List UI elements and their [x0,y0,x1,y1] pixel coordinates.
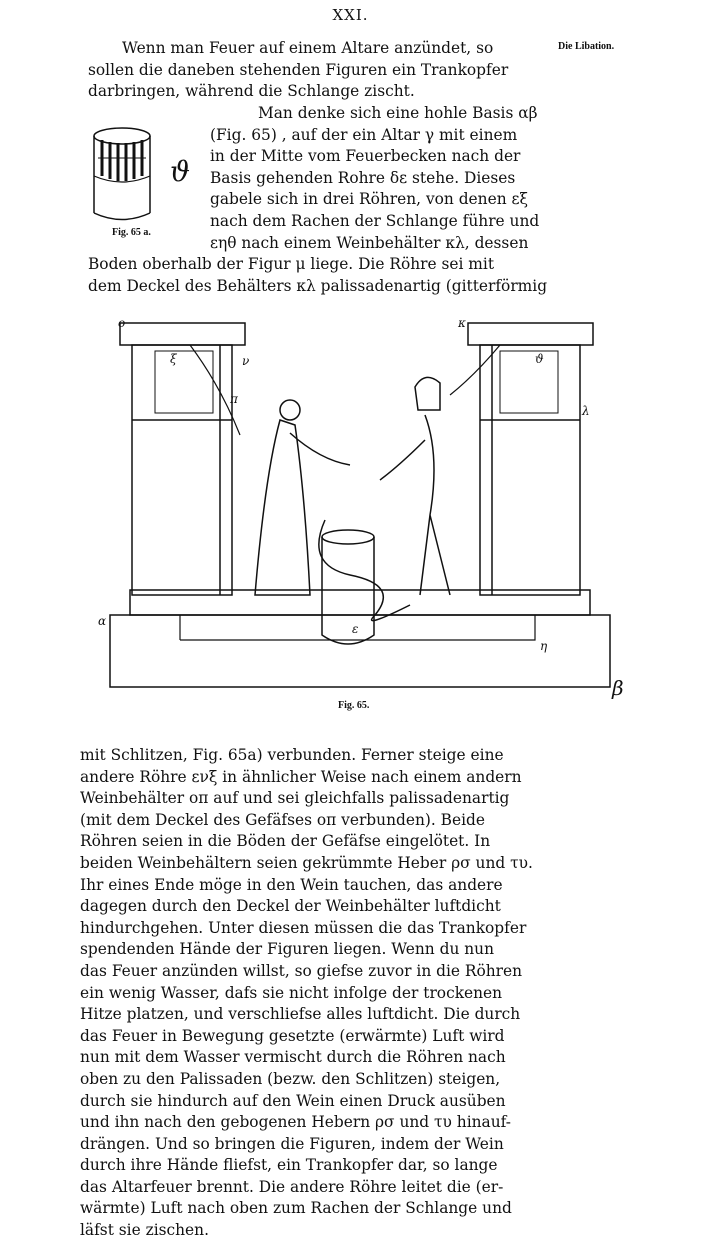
text-line: Hitze platzen, und verschliefse alles luftdicht. Die durch [80,1005,521,1024]
text-line: oben zu den Palissaden (bezw. den Schlitzen) steigen, [80,1069,501,1088]
fig65a-theta-label: ϑ [170,155,191,188]
text-line: Röhren seien in die Böden der Gefäfse eingelötet. In [80,832,491,851]
text-line: andere Röhre ενξ in ähnlicher Weise nach einem andern [80,767,522,786]
text-line: (Fig. 65) , auf der ein Altar γ mit einem [210,125,518,144]
page-number: XXI. [332,6,369,24]
fig65-label-epsilon: ε [352,622,359,636]
fig65-label-kappa: κ [458,316,466,330]
text-line: Boden oberhalb der Figur μ liege. Die Röhre sei mit [88,255,495,273]
text-line: durch sie hindurch auf den Wein einen Druck ausüben [80,1091,506,1110]
text-line: mit Schlitzen, Fig. 65a) verbunden. Ferner steige eine [80,746,504,764]
text-line: hindurchgehen. Unter diesen müssen die das Trankopfer [80,918,527,937]
text-line: gabele sich in drei Röhren, von denen εξ [210,190,528,209]
text-line: wärmte) Luft nach oben zum Rachen der Schlange und [80,1199,512,1218]
text-line: (mit dem Deckel des Gefäfses oπ verbunden). Beide [80,810,485,829]
text-line: nun mit dem Wasser vermischt durch die Röhren nach [80,1048,506,1067]
fig65-beta-label: β [612,676,624,700]
bottom-paragraph [80,745,592,1242]
text-line: nach dem Rachen der Schlange führe und [210,211,540,230]
text-line: das Feuer in Bewegung gesetzte (erwärmte) Luft wird [80,1026,505,1045]
text-line: Ihr eines Ende möge in den Wein tauchen, das andere [80,875,503,894]
text-line: dem Deckel des Behälters κλ palissadenartig (gitterförmig [88,276,548,295]
text-line: in der Mitte vom Feuerbecken nach der [210,147,521,166]
text-line: und ihn nach den gebogenen Hebern ρσ und τυ hinauf- [80,1113,511,1132]
text-line: spendenden Hände der Figuren liegen. Wenn du nun [80,940,495,959]
intro-paragraph [88,38,548,103]
text-line: Wenn man Feuer auf einem Altare anzündet, so [122,39,494,57]
text-line: beiden Weinbehältern seien gekrümmte Heber ρσ und τυ. [80,853,533,872]
fig65-label-eta: η [540,639,548,653]
text-line: Basis gehenden Rohre δε stehe. Dieses [210,168,516,187]
fig65a-side-paragraph [210,103,600,254]
marginal-note: Die Libation. [558,41,615,52]
fig65-label-o: o [118,316,126,330]
fig65-label-xi: ξ [170,352,177,366]
text-line: läfst sie zischen. [80,1221,209,1240]
text-line: darbringen, während die Schlange zischt. [88,82,415,101]
fig65-label-pi: π [230,392,238,406]
fig65-label-theta: ϑ [535,352,544,366]
fig65-caption: Fig. 65. [338,700,370,711]
text-line: Man denke sich eine hohle Basis αβ [258,104,538,122]
text-line: Weinbehälter oπ auf und sei gleichfalls palissadenartig [80,789,510,808]
text-line: durch ihre Hände fliefst, ein Trankopfer dar, so lange [80,1156,498,1175]
text-line: das Feuer anzünden willst, so giefse zuvor in die Röhren [80,961,523,980]
text-line: dagegen durch den Deckel der Weinbehälter luftdicht [80,897,501,916]
fig65-label-lambda: λ [582,404,590,418]
text-line: das Altarfeuer brennt. Die andere Röhre leitet die (er- [80,1177,504,1196]
figure-65-drawing [80,315,640,705]
flow-paragraph [88,254,600,297]
fig65-label-alpha: α [98,614,107,628]
fig65a-caption: Fig. 65 a. [112,227,151,238]
text-line: drängen. Und so bringen die Figuren, indem der Wein [80,1134,504,1153]
fig65-label-nu: ν [242,354,250,368]
text-line: εηθ nach einem Weinbehälter κλ, dessen [210,233,529,252]
text-line: ein wenig Wasser, dafs sie nicht infolge der trockenen [80,983,503,1002]
text-line: sollen die daneben stehenden Figuren ein Trankopfer [88,60,509,79]
